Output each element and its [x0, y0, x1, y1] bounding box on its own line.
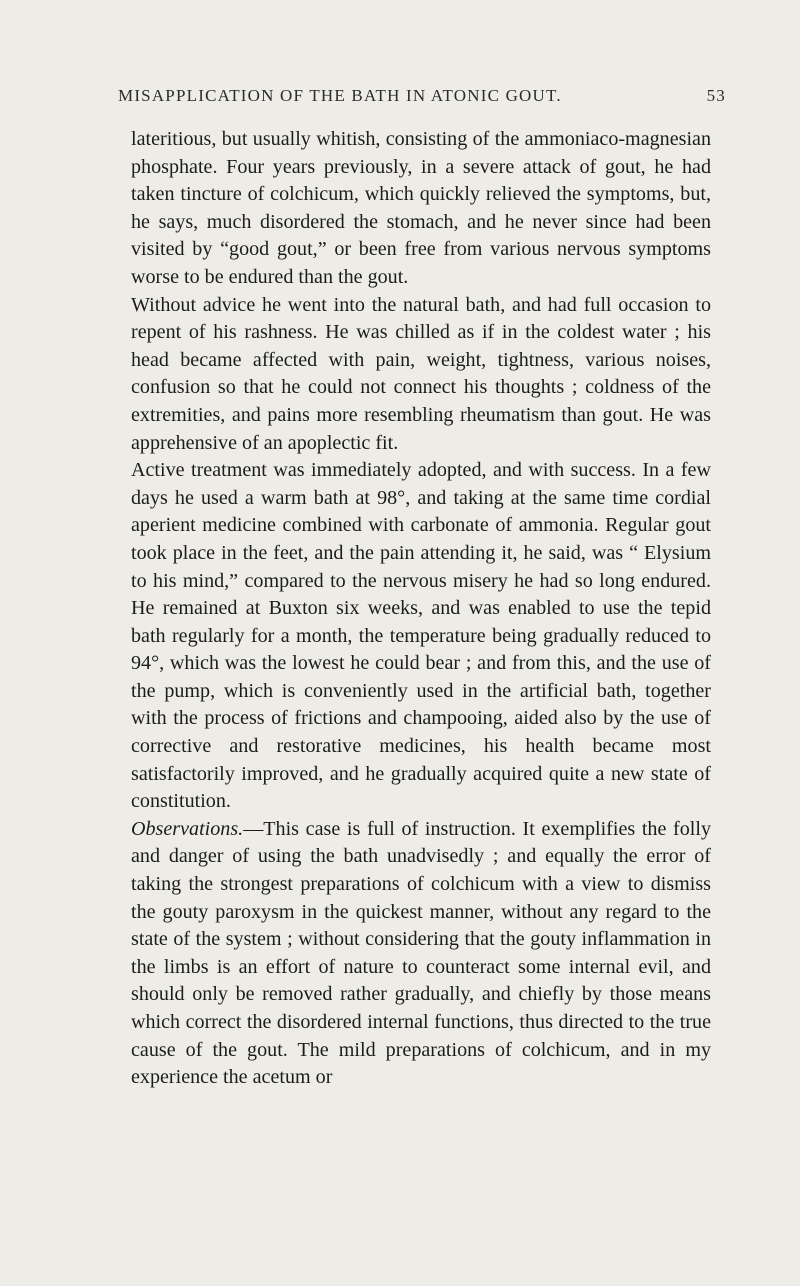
paragraph-bath-rashness: Without advice he went into the natural bath, and had full occasion to repent of his rashness. He was chilled as if in the coldest water ; his head became affected with pain, weight, tightness, various noises, confusion so that he could not connect his thoughts ; coldness of the extremities, and pains more resembling rheumatism than gout. He was apprehensive of an apoplectic fit.	[131, 293, 711, 454]
paragraph-active-treatment: Active treatment was immediately adopted, and with success. In a few days he used a warm bath at 98°, and taking at the same time cordial aperient medicine combined with carbonate of ammonia. Regular gout took place in the feet, and the pain attending it, he said, was “ Elysium to his mind,” compared to the nervous misery he had so long endured. He remained at Buxton six weeks, and was enabled to use the tepid bath regularly for a month, the temperature being gradually reduced to 94°, which was the lowest he could bear ; and from this, and the use of the pump, which is conveniently used in the artificial bath, together with the process of frictions and champooing, aided also by the use of corrective and restorative medicines, his health became most satisfactorily improved, and he gradually acquired quite a new state of constitution.	[131, 459, 711, 813]
paragraph-observations	[131, 816, 711, 1092]
observations-text: —This case is full of instruction. It exemplifies the folly and danger of using the bath unadvisedly ; and equally the error of taking the strongest preparations of colchicum with a view to dismiss the gouty paroxysm in the quickest manner, without any regard to the state of the system ; without considering that the gouty inflammation in the limbs is an effort of nature to counteract some internal evil, and should only be removed rather gradually, and chiefly by those means which correct the disordered internal functions, thus directed to the true cause of the gout. The mild preparations of colchicum, and in my experience the acetum or	[131, 817, 711, 1089]
running-head	[118, 86, 726, 110]
observations-label: Observations.	[131, 817, 244, 840]
page-number: 53	[706, 86, 726, 105]
running-head-title: MISAPPLICATION OF THE BATH IN ATONIC GOUT.	[118, 86, 562, 105]
body-text	[131, 126, 711, 1092]
paragraph-continuation: lateritious, but usually whitish, consisting of the ammoniaco-magnesian phosphate. Four years previously, in a severe attack of gout, he had taken tincture of colchicum, which quickly relieved the symptoms, but, he says, much disordered the stomach, and he never since had been visited by “good gout,” or been free from various nervous symptoms worse to be endured than the gout.	[131, 128, 711, 288]
